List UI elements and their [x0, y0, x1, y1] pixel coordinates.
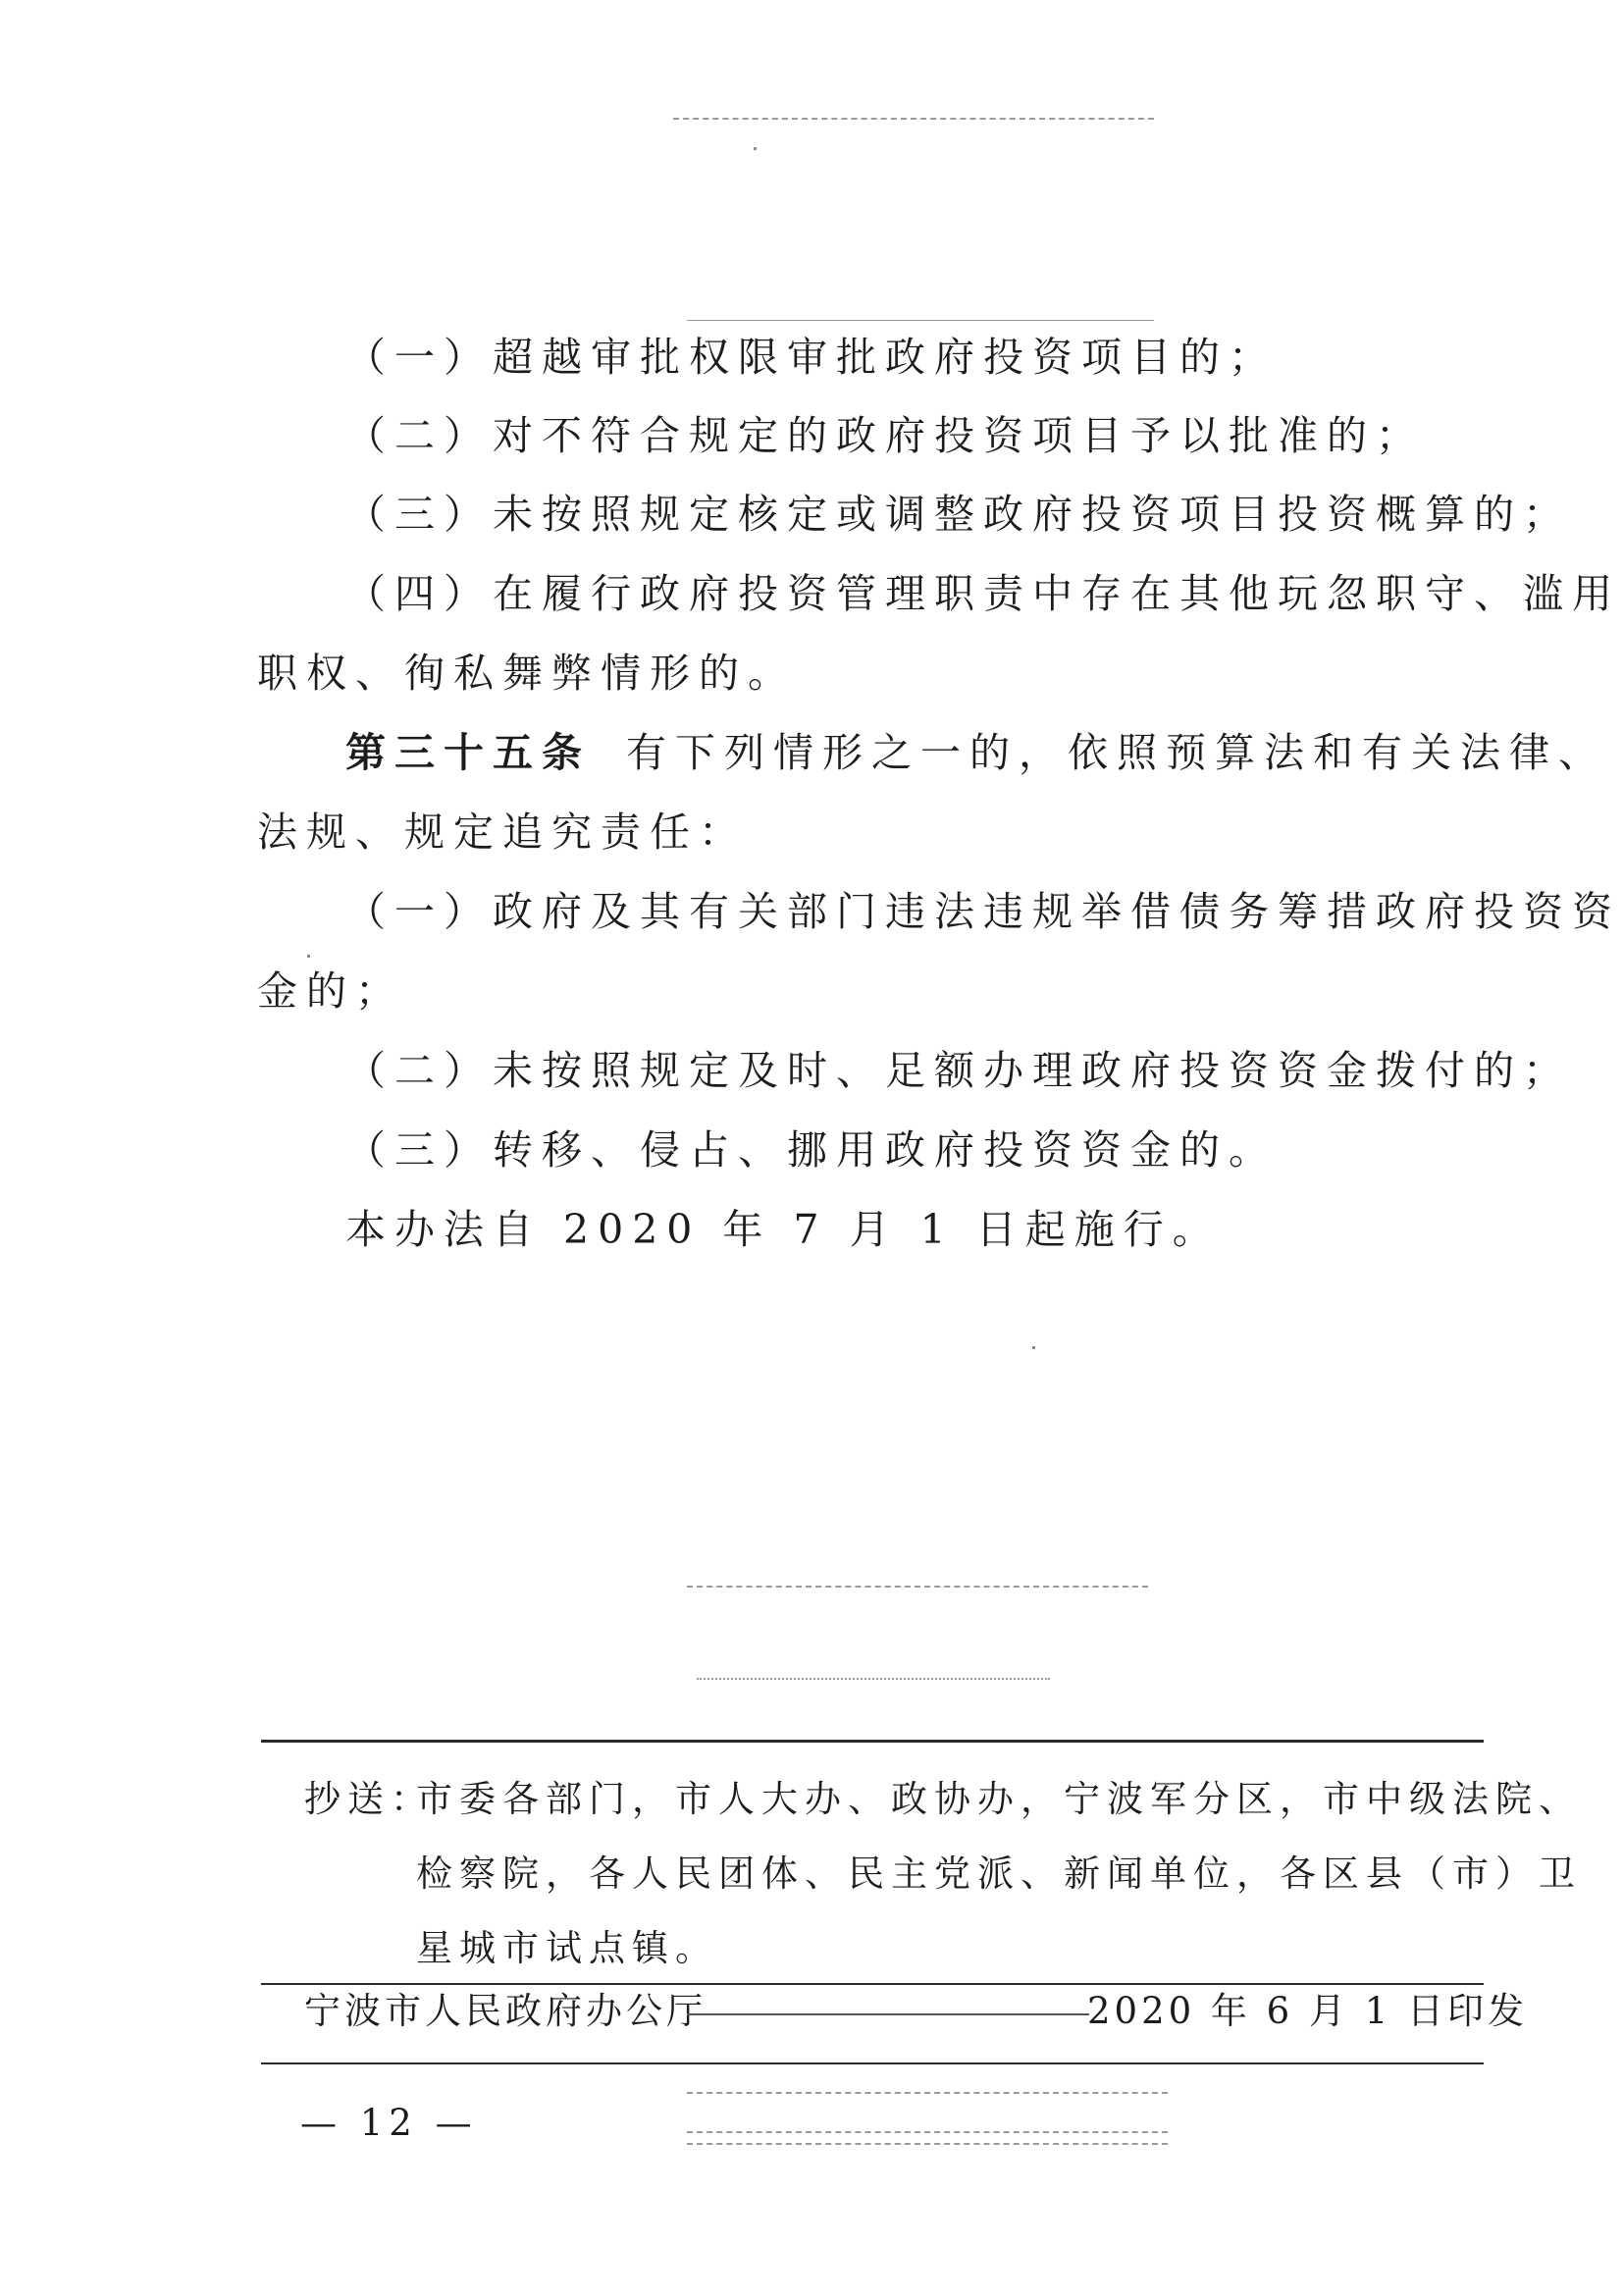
scan-artifact-top-2 — [687, 320, 1154, 321]
item-1-continued: 金的； — [257, 967, 404, 1015]
scan-dot — [754, 147, 757, 150]
clause-1: （一）超越审批权限审批政府投资项目的； — [345, 334, 1278, 381]
issuer-dash — [687, 2013, 1089, 2015]
clause-2: （二）对不符合规定的政府投资项目予以批准的； — [345, 412, 1425, 459]
scan-dot — [307, 955, 310, 958]
article-35 — [345, 723, 1607, 782]
scan-artifact-mid-2 — [697, 1678, 1050, 1680]
article-text: 有下列情形之一的，依照预算法和有关法律、 — [626, 729, 1607, 776]
item-2: （二）未按照规定及时、足额办理政府投资资金拨付的； — [345, 1047, 1572, 1094]
article-35-continued: 法规、规定追究责任： — [257, 809, 748, 856]
issue-date: 2020 年 6 月 1 日印发 — [1087, 1990, 1529, 2032]
scan-artifact-top — [673, 118, 1154, 120]
footer-bottom-rule — [261, 2062, 1484, 2064]
cc-line-3: 星城市试点镇。 — [416, 1927, 718, 1969]
scan-artifact-bottom-2 — [687, 2131, 1168, 2133]
article-number: 第三十五条 — [345, 729, 591, 776]
issuer: 宁波市人民政府办公厅 — [304, 1990, 707, 2032]
item-1: （一）政府及其有关部门违法违规举借债务筹措政府投资资 — [345, 888, 1621, 935]
scan-dot — [1032, 1346, 1035, 1349]
scan-artifact-mid-1 — [687, 1586, 1148, 1588]
cc-line-2: 检察院，各人民团体、民主党派、新闻单位，各区县（市）卫 — [416, 1852, 1582, 1895]
clause-4: （四）在履行政府投资管理职责中存在其他玩忽职守、滥用 — [345, 570, 1621, 617]
scan-artifact-bottom-1 — [687, 2092, 1168, 2094]
clause-3: （三）未按照规定核定或调整政府投资项目投资概算的； — [345, 491, 1572, 538]
page-number: — 12 — — [300, 2102, 478, 2144]
effective-date: 本办法自 2020 年 7 月 1 日起施行。 — [345, 1206, 1222, 1253]
scan-artifact-bottom-3 — [687, 2143, 1168, 2145]
cc-label: 抄送： — [304, 1778, 434, 1820]
cc-line-1: 市委各部门，市人大办、政协办，宁波军分区，市中级法院、 — [416, 1778, 1582, 1820]
cc-top-rule — [261, 1740, 1484, 1743]
item-3: （三）转移、侵占、挪用政府投资资金的。 — [345, 1126, 1278, 1174]
clause-4-continued: 职权、徇私舞弊情形的。 — [257, 650, 797, 697]
